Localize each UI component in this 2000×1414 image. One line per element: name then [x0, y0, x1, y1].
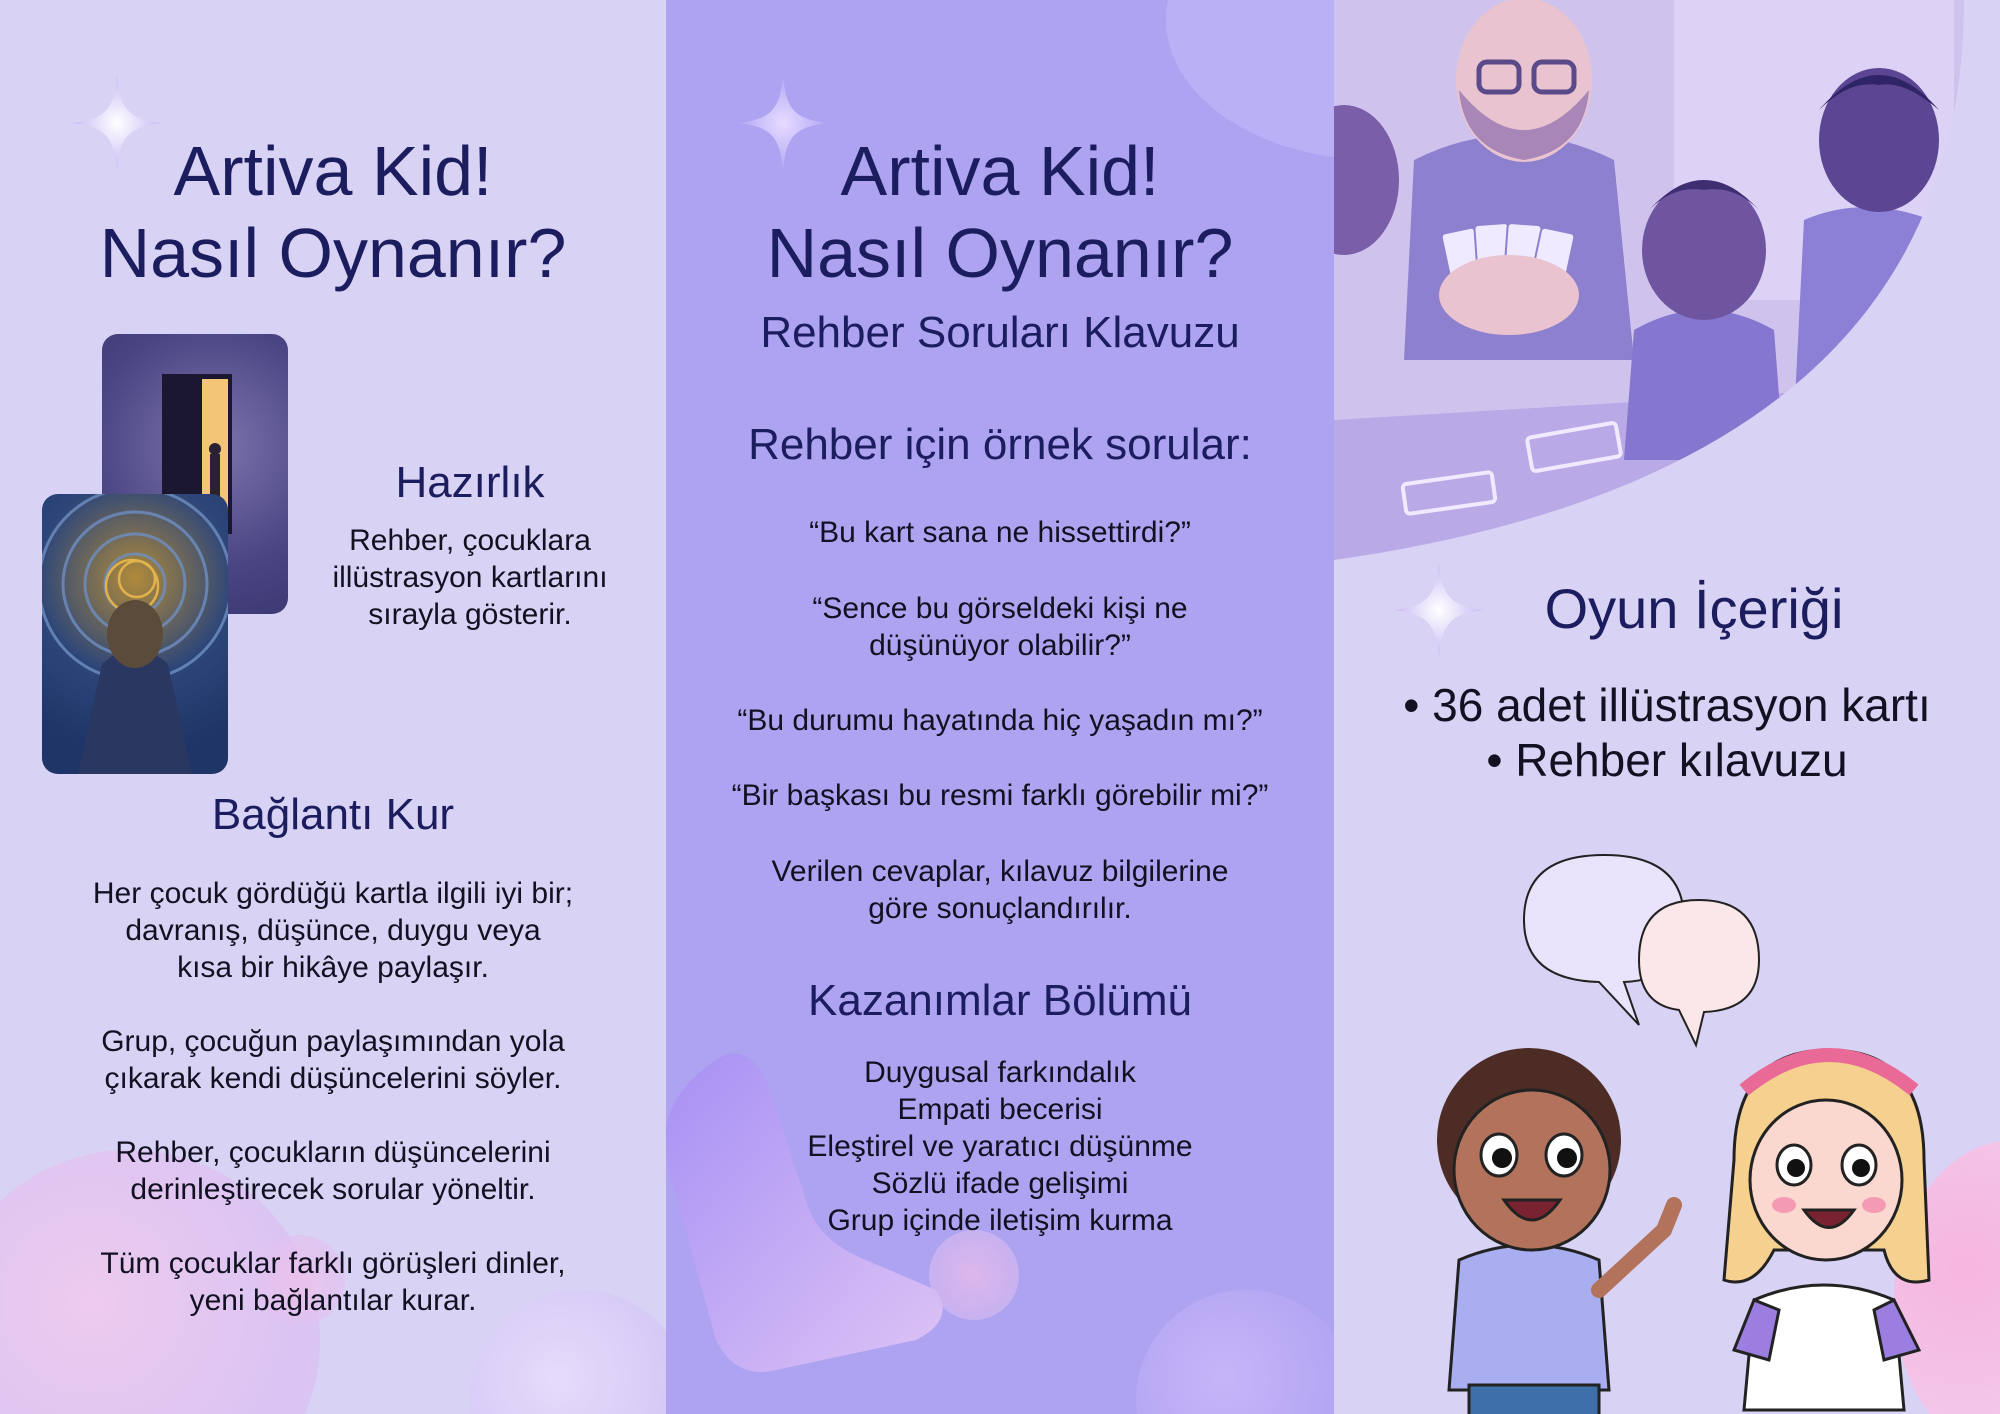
swirl-illustration [42, 494, 228, 774]
contents-item: • Rehber kılavuzu [1486, 734, 1848, 786]
decor-blob [1136, 1290, 1334, 1414]
text-line: Rehber, çocuklara [349, 524, 591, 557]
question-line: Verilen cevaplar, kılavuz bilgilerine [771, 855, 1229, 888]
gains-list [666, 1054, 1334, 1239]
text-line: davranış, düşünce, duygu veya [125, 914, 541, 947]
title-line: Artiva Kid! [840, 132, 1160, 210]
text-line: kısa bir hikâye paylaşır. [177, 951, 489, 984]
connect-heading: Bağlantı Kur [211, 790, 455, 839]
contents-item: • 36 adet illüstrasyon kartı [1403, 679, 1931, 731]
question-line: “Sence bu görseldeki kişi ne [812, 592, 1188, 625]
question-line: “Bu kart sana ne hissettirdi?” [809, 516, 1191, 549]
title-line: Nasıl Oynanır? [766, 214, 1234, 292]
page-title [0, 130, 666, 294]
contents-heading: Oyun İçeriği [1544, 577, 1844, 640]
left-panel [0, 0, 666, 1414]
question-line: düşünüyor olabilir?” [869, 629, 1131, 662]
prep-heading: Hazırlık [395, 458, 545, 507]
connect-text [20, 875, 646, 1319]
text-line: Grup, çocuğun paylaşımından yola [101, 1025, 565, 1058]
text-line: yeni bağlantılar kurar. [189, 1284, 477, 1317]
gain-item: Sözlü ifade gelişimi [871, 1167, 1129, 1200]
gain-item: Duygusal farkındalık [864, 1056, 1136, 1089]
portrait-card-image [42, 494, 228, 774]
page-title [666, 130, 1334, 294]
question-line: göre sonuçlandırılır. [868, 892, 1132, 925]
questions-heading: Rehber için örnek sorular: [748, 420, 1252, 469]
gain-item: Eleştirel ve yaratıcı düşünme [807, 1130, 1193, 1163]
group-playing-cards-illustration [1334, 0, 2000, 560]
text-line: çıkarak kendi düşüncelerini söyler. [104, 1062, 562, 1095]
guide-subtitle: Rehber Soruları Klavuzu [760, 308, 1240, 357]
middle-panel [666, 0, 1334, 1414]
question-line: “Bir başkası bu resmi farklı görebilir mi?” [731, 779, 1269, 812]
text-line: derinleştirecek sorular yöneltir. [130, 1173, 536, 1206]
title-line: Artiva Kid! [173, 132, 493, 210]
text-line: Tüm çocuklar farklı görüşleri dinler, [100, 1247, 566, 1280]
question-line: “Bu durumu hayatında hiç yaşadın mı?” [737, 704, 1263, 737]
text-line: sırayla gösterir. [368, 598, 572, 631]
gains-heading: Kazanımlar Bölümü [808, 976, 1192, 1025]
talking-kids-illustration [1374, 990, 1994, 1414]
text-line: Her çocuk gördüğü kartla ilgili iyi bir; [92, 877, 574, 910]
gain-item: Empati becerisi [897, 1093, 1103, 1126]
text-line: Rehber, çocukların düşüncelerini [115, 1136, 551, 1169]
text-line: illüstrasyon kartlarını [332, 561, 608, 594]
right-panel [1334, 0, 2000, 1414]
title-line: Nasıl Oynanır? [99, 214, 567, 292]
prep-text [300, 522, 640, 633]
decor-blob [929, 1230, 1019, 1320]
gain-item: Grup içinde iletişim kurma [827, 1204, 1173, 1237]
